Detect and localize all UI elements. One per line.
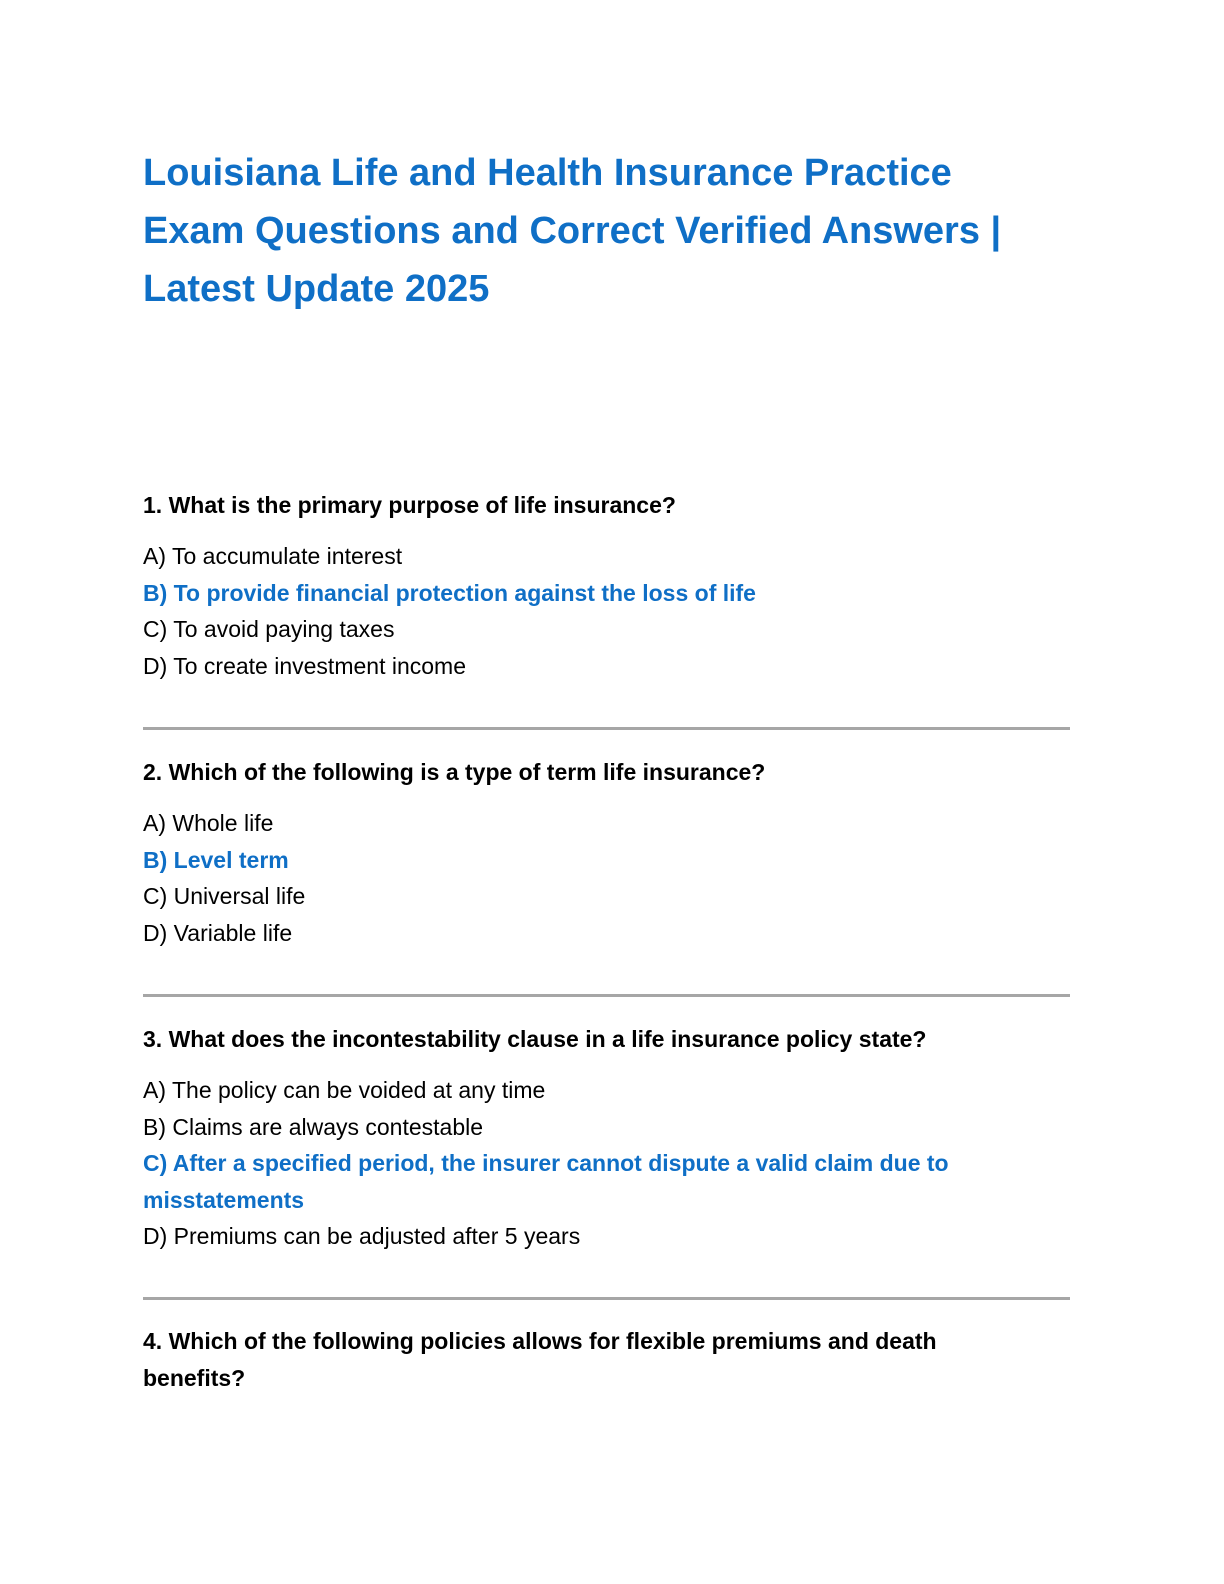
answer-option: C) To avoid paying taxes: [143, 616, 395, 642]
answer-option-correct: C) After a specified period, the insurer cannot dispute a valid claim due to misstatements: [143, 1150, 949, 1213]
question-4: [143, 1323, 1070, 1397]
question-1: [143, 487, 1070, 684]
answer-options: [143, 538, 1070, 684]
answer-option: B) Claims are always contestable: [143, 1113, 484, 1140]
answer-option: D) Premiums can be adjusted after 5 years: [143, 1223, 581, 1249]
question-divider: [143, 1297, 1070, 1300]
document-title: Louisiana Life and Health Insurance Practice Exam Questions and Correct Verified Answers | Latest Update 2025: [143, 152, 1002, 310]
question-3: [143, 1021, 1070, 1255]
question-text: 1. What is the primary purpose of life insurance?: [143, 492, 676, 518]
answer-option: C) Universal life: [143, 883, 306, 909]
question-text: 4. Which of the following policies allows for flexible premiums and death benefits?: [143, 1328, 937, 1391]
question-text: 2. Which of the following is a type of term life insurance?: [143, 759, 766, 785]
question-divider: [143, 727, 1070, 730]
question-text: 3. What does the incontestability clause in a life insurance policy state?: [143, 1026, 927, 1052]
answer-option-correct: B) To provide financial protection against the loss of life: [143, 579, 756, 606]
answer-option: A) To accumulate interest: [143, 543, 403, 569]
answer-option: D) Variable life: [143, 919, 293, 946]
answer-options: [143, 805, 1070, 951]
question-2: [143, 754, 1070, 951]
answer-option: A) The policy can be voided at any time: [143, 1077, 546, 1103]
answer-option: D) To create investment income: [143, 652, 466, 679]
answer-option: A) Whole life: [143, 810, 274, 836]
answer-options: [143, 1072, 1070, 1255]
answer-option-correct: B) Level term: [143, 846, 289, 873]
question-divider: [143, 994, 1070, 997]
